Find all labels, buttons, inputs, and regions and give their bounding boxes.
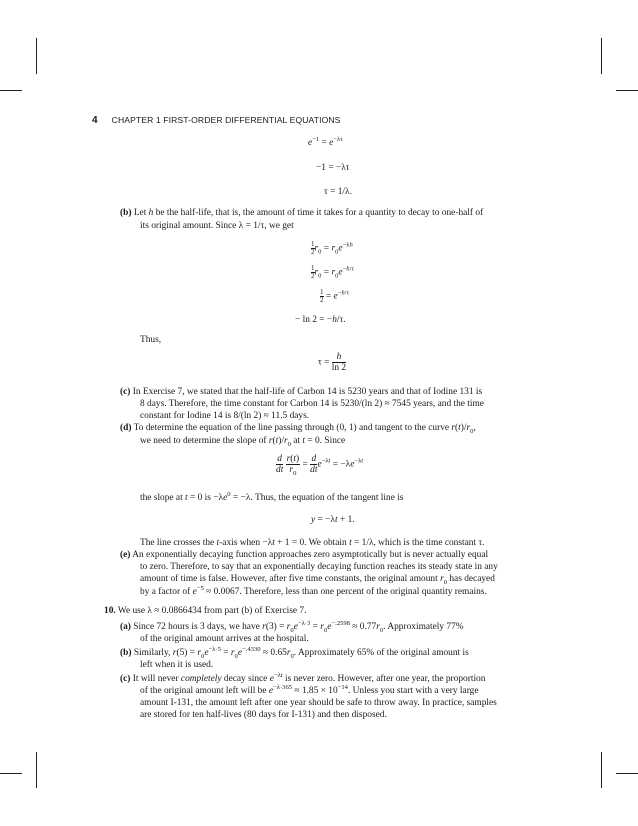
equation: −1 = −λτ (316, 163, 350, 173)
part-c-line3: constant for Iodine 14 is 8/(ln 2) ≈ 11.5 days. (140, 411, 310, 421)
part-e-line1: (e) An exponentially decaying function approaches zero asymptotically but is never actually equal (120, 550, 489, 560)
cross-line: The line crosses the t-axis when −λt + 1 = 0. We obtain t = 1/λ, which is the time constant τ. (140, 538, 485, 548)
part-b-line2: its original amount. Since λ = 1/τ, we get (140, 221, 294, 231)
ex10-part-a-line1: (a) Since 72 hours is 3 days, we have $r(3) = r_0e^{-\lambda\cdot 3} = r_0e^{-.2598} \approx 0.77r_0$. Approximately 77% (120, 619, 464, 634)
ex10-part-c-line1: (c) It will never completely decay since $e^{-\lambda t}$ is never zero. However, after one year, the proportion (120, 671, 486, 684)
crop-mark (616, 90, 638, 91)
crop-mark (616, 773, 638, 774)
page-number: 4 (92, 115, 98, 126)
crop-mark (0, 90, 22, 91)
thus-text: Thus, (140, 335, 162, 345)
derivative-equation: $\frac{d}{dt}$ $\frac{r(t)}{r_0}$ = $\frac{d}{dt}$ $e^{-\lambda t} = -\lambda e^{-\lambda t}$ (276, 454, 364, 477)
equation: $\frac{1}{2}$ $r_0 = r_0e^{-h/\tau}$ (311, 264, 355, 280)
part-e-line4: by a factor of $e^{-5} \approx 0.0067$. Therefore, less than one percent of the original quantity remains. (140, 584, 487, 597)
part-e-line2: to zero. Therefore, to say that an exponentially decaying function reaches its steady state in any (140, 562, 498, 572)
ex10-part-c-line3: amount I-131, the amount left after one year should be safe to throw away. In practice, samples (140, 698, 497, 708)
ex10-part-c-line2: of the original amount left will be $e^{-\lambda\cdot 365} \approx 1.85 \times 10^{-14}$. Unless you start with a very large (140, 683, 479, 696)
ex10-part-b-line2: left when it is used. (140, 660, 214, 670)
crop-mark (601, 752, 602, 788)
part-c-line1: (c) In Exercise 7, we stated that the half-life of Carbon 14 is 5230 years and that of Iodine 131 is (120, 387, 483, 397)
exercise-10-intro: 10. We use λ ≈ 0.0866434 from part (b) of Exercise 7. (104, 606, 307, 616)
equation: $\frac{1}{2}$ $r_0 = r_0e^{-\lambda h}$ (311, 240, 353, 256)
part-d-line2: we need to determine the slope of $r(t)/r_0$ at t = 0. Since (140, 436, 346, 448)
crop-mark (36, 38, 37, 74)
part-b-line1: (b) Let h be the half-life, that is, the amount of time it takes for a quantity to decay to one-half of (120, 208, 484, 218)
equation: $e^{-1} = e^{-\lambda\tau}$ (308, 135, 343, 148)
crop-mark (36, 752, 37, 788)
running-header (92, 114, 341, 128)
tangent-equation: y = −λt + 1. (311, 515, 355, 525)
equation: τ = $\frac{h}{\ln 2}$ (318, 352, 347, 373)
ex10-part-c-line4: are stored for ten half-lives (80 days for I-131) and then disposed. (140, 710, 387, 720)
ex10-part-a-line2: of the original amount arrives at the hospital. (140, 634, 309, 644)
part-c-line2: 8 days. Therefore, the time constant for Carbon 14 is 5230/(ln 2) ≈ 7545 years, and the time (140, 399, 484, 409)
equation: $\frac{1}{2}$ = $e^{-h/\tau}$ (320, 288, 350, 304)
equation: − ln 2 = −h/τ. (295, 315, 346, 325)
part-d-line1: (d) To determine the equation of the line passing through (0, 1) and tangent to the curve $r(t)/r_0$, (120, 423, 476, 435)
equation: τ = 1/λ. (324, 187, 352, 197)
crop-mark (601, 38, 602, 74)
crop-mark (0, 773, 22, 774)
part-e-line3: amount of time is false. However, after five time constants, the original amount $r_0$ has decayed (140, 574, 495, 586)
chapter-title: CHAPTER 1 FIRST-ORDER DIFFERENTIAL EQUATIONS (111, 115, 341, 125)
ex10-part-b-line1: (b) Similarly, $r(5) = r_0e^{-\lambda\cdot 5} = r_0e^{-.4330} \approx 0.65r_0$. Approximately 65% of the original amount is (120, 645, 469, 660)
slope-line: the slope at t = 0 is $-\lambda e^0 = -\lambda$. Thus, the equation of the tangent line is (140, 490, 404, 503)
